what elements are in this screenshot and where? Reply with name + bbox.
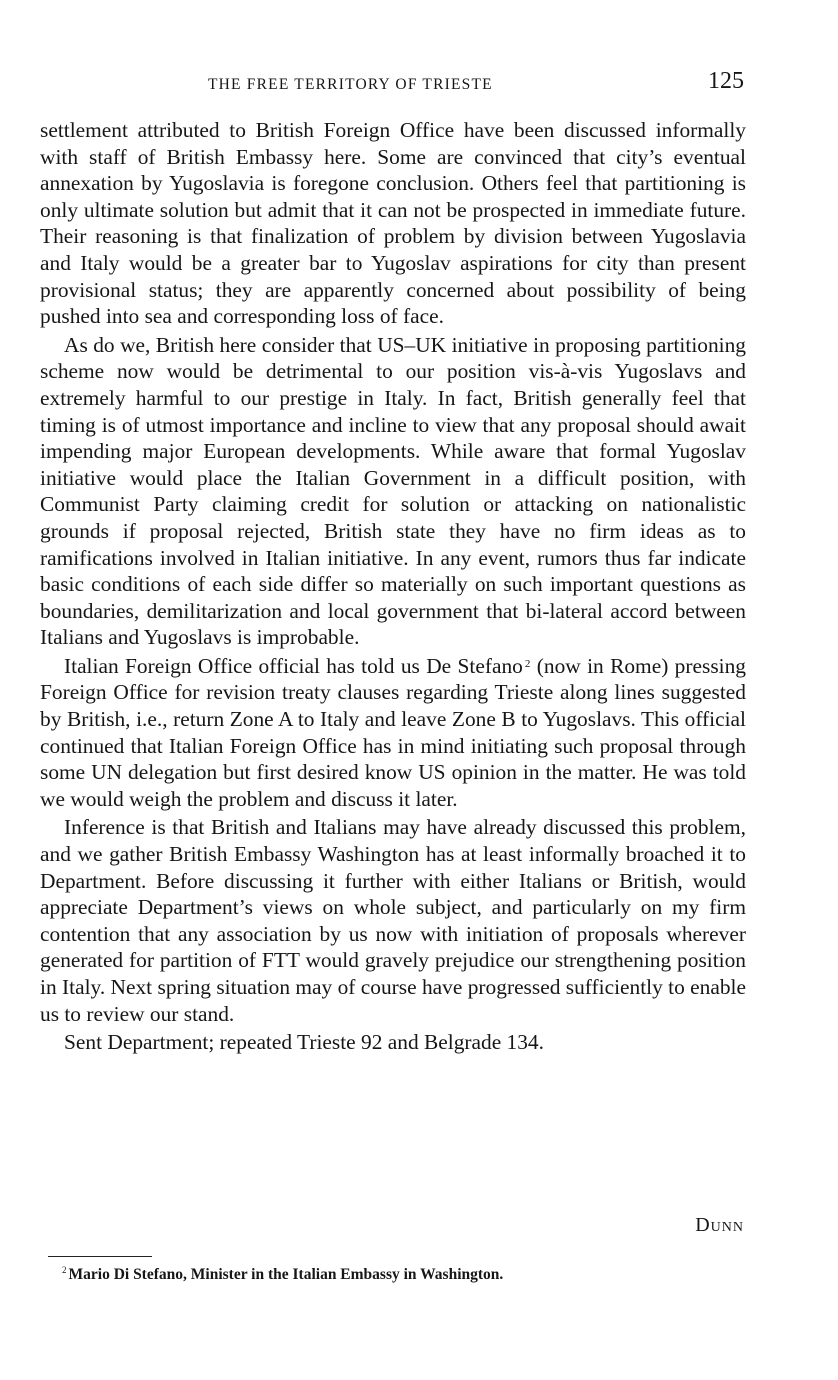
running-title: THE FREE TERRITORY OF TRIESTE — [208, 76, 493, 93]
footnote-reference: 2 — [524, 657, 531, 670]
body-text — [40, 117, 746, 1056]
footnote — [62, 1266, 503, 1284]
paragraph-1: settlement attributed to British Foreign Office have been discussed informally with staff of British Embassy here. Some are convinced that city’s eventual annexation by Yugoslavia is foregone conclusion. Others feel that partitioning is only ultimate solution but admit that it can not be prospected in immediate future. Their reasoning is that finalization of problem by division between Yugoslavia and Italy would be a greater bar to Yugoslav aspirations for city than present provisional status; they are apparently concerned about possibility of being pushed into sea and corresponding loss of face. — [40, 118, 746, 329]
page-header — [40, 0, 746, 100]
signature: Dunn — [695, 1214, 744, 1236]
paragraph-3-lead: Italian Foreign Office official has told us De Stefano — [64, 653, 523, 678]
paragraph-5: Sent Department; repeated Trieste 92 and Belgrade 134. — [64, 1030, 544, 1055]
paragraph-2: As do we, British here consider that US–UK initiative in proposing partitioning scheme now would be detrimental to our position vis-à-vis Yugoslavs and extremely harmful to our prestige in Italy. In fact, British generally feel that timing is of utmost importance and incline to view that any proposal should await impending major European developments. While aware that formal Yugoslav initiative would place the Italian Government in a difficult position, with Communist Party claiming credit for solution or attacking on nationalistic grounds if proposal rejected, British state they have no firm ideas as to ramifications involved in Italian initiative. In any event, rumors thus far indicate basic conditions of each side differ so materially on such important questions as boundaries, demilitarization and local government that bi-lateral accord between Italians and Yugoslavs is improbable. — [40, 332, 746, 650]
footnote-text: Mario Di Stefano, Minister in the Italian Embassy in Washington. — [68, 1266, 504, 1283]
document-page — [40, 0, 746, 1283]
footnote-marker: 2 — [62, 1265, 67, 1275]
footnote-divider — [48, 1256, 152, 1257]
paragraph-3-rest: (now in Rome) pressing Foreign Office for revision treaty clauses regarding Trieste along lines suggested by British, i.e., return Zone A to Italy and leave Zone B to Yugoslavs. This official continued that Italian Foreign Office has in mind initiating such proposal through some UN delegation but first desired know US opinion in the matter. He was told we would weigh the problem and discuss it later. — [40, 653, 746, 811]
page-number: 125 — [708, 68, 744, 94]
paragraph-4: Inference is that British and Italians may have already discussed this problem, and we gather British Embassy Washington has at least informally broached it to Department. Before discussing it further with either Italians or British, would appreciate Department’s views on whole subject, and particularly on my firm contention that any association by us now with initiation of proposals wherever generated for partition of FTT would gravely prejudice our strengthening position in Italy. Next spring situation may of course have progressed sufficiently to enable us to review our stand. — [40, 815, 746, 1026]
paragraph-3 — [40, 653, 746, 813]
